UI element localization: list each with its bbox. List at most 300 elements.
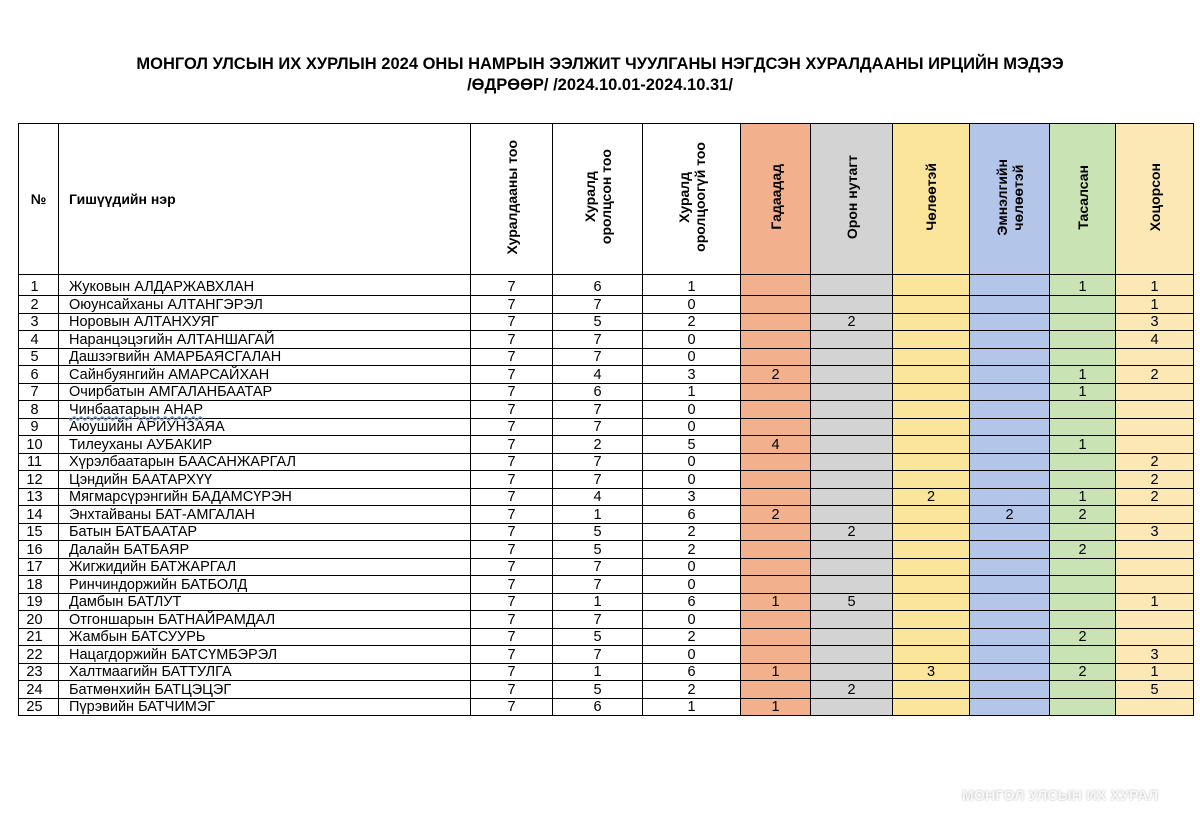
header-emn <box>970 124 1050 275</box>
cell-tas: 2 <box>1050 541 1116 559</box>
cell-tas: 2 <box>1050 628 1116 646</box>
cell-chol: 3 <box>893 663 970 681</box>
cell-emn <box>970 541 1050 559</box>
cell-tas <box>1050 523 1116 541</box>
title-line-1: МОНГОЛ УЛСЫН ИХ ХУРЛЫН 2024 ОНЫ НАМРЫН ЭЭЛЖИТ ЧУУЛГАНЫ НЭГДСЭН ХУРАЛДААНЫ ИРЦИЙН МЭДЭЭ <box>136 55 1064 73</box>
cell-attended: 5 <box>553 681 643 699</box>
cell-oron <box>811 348 893 366</box>
cell-attended: 1 <box>553 593 643 611</box>
cell-absent: 0 <box>643 646 741 664</box>
cell-attended: 4 <box>553 488 643 506</box>
table-row <box>19 698 1194 716</box>
cell-name: Далайн БАТБАЯР <box>59 541 471 559</box>
cell-absent: 0 <box>643 576 741 594</box>
cell-attended: 7 <box>553 418 643 436</box>
cell-no: 9 <box>19 418 59 436</box>
cell-name: Батмөнхийн БАТЦЭЦЭГ <box>59 681 471 699</box>
cell-emn <box>970 576 1050 594</box>
cell-emn <box>970 331 1050 349</box>
cell-absent: 3 <box>643 366 741 384</box>
cell-total: 7 <box>471 436 553 454</box>
cell-attended: 7 <box>553 558 643 576</box>
cell-gadaad <box>741 348 811 366</box>
cell-tas <box>1050 453 1116 471</box>
table-row <box>19 296 1194 314</box>
cell-name: Цэндийн БААТАРХҮҮ <box>59 471 471 489</box>
cell-name: Дамбын БАТЛУТ <box>59 593 471 611</box>
cell-attended: 7 <box>553 611 643 629</box>
cell-total: 7 <box>471 611 553 629</box>
cell-absent: 0 <box>643 331 741 349</box>
cell-chol <box>893 558 970 576</box>
cell-gadaad <box>741 313 811 331</box>
cell-oron: 5 <box>811 593 893 611</box>
cell-hots <box>1116 383 1194 401</box>
cell-no: 8 <box>19 401 59 419</box>
cell-emn <box>970 296 1050 314</box>
cell-tas <box>1050 331 1116 349</box>
cell-tas <box>1050 576 1116 594</box>
cell-no: 22 <box>19 646 59 664</box>
cell-total: 7 <box>471 331 553 349</box>
cell-oron <box>811 436 893 454</box>
cell-hots: 3 <box>1116 646 1194 664</box>
cell-absent: 0 <box>643 453 741 471</box>
cell-chol <box>893 646 970 664</box>
cell-name: Жигжидийн БАТЖАРГАЛ <box>59 558 471 576</box>
table-row <box>19 681 1194 699</box>
cell-absent: 3 <box>643 488 741 506</box>
document-title <box>0 54 1200 96</box>
cell-chol <box>893 331 970 349</box>
cell-total: 7 <box>471 663 553 681</box>
cell-emn <box>970 366 1050 384</box>
cell-oron <box>811 541 893 559</box>
cell-name: Сайнбуянгийн АМАРСАЙХАН <box>59 366 471 384</box>
cell-total: 7 <box>471 313 553 331</box>
cell-gadaad <box>741 541 811 559</box>
cell-total: 7 <box>471 383 553 401</box>
cell-gadaad <box>741 681 811 699</box>
cell-name: Очирбатын АМГАЛАНБААТАР <box>59 383 471 401</box>
watermark: МОНГОЛ УЛСЫН ИХ ХУРАЛ <box>962 787 1159 803</box>
header-absent-line2: оролцоогүй тоо <box>691 142 708 252</box>
table-row <box>19 663 1194 681</box>
cell-chol <box>893 418 970 436</box>
cell-absent: 2 <box>643 541 741 559</box>
cell-total: 7 <box>471 628 553 646</box>
table-row <box>19 418 1194 436</box>
table-row <box>19 453 1194 471</box>
cell-emn <box>970 275 1050 296</box>
cell-hots <box>1116 611 1194 629</box>
cell-gadaad: 2 <box>741 366 811 384</box>
table-row <box>19 576 1194 594</box>
cell-gadaad <box>741 558 811 576</box>
cell-hots <box>1116 541 1194 559</box>
cell-tas: 1 <box>1050 275 1116 296</box>
header-tas <box>1050 124 1116 275</box>
cell-hots <box>1116 698 1194 716</box>
cell-chol <box>893 681 970 699</box>
cell-absent: 0 <box>643 418 741 436</box>
header-oron <box>811 124 893 275</box>
cell-total: 7 <box>471 366 553 384</box>
cell-hots <box>1116 506 1194 524</box>
cell-total: 7 <box>471 348 553 366</box>
cell-no: 4 <box>19 331 59 349</box>
cell-gadaad: 1 <box>741 698 811 716</box>
cell-no: 17 <box>19 558 59 576</box>
cell-no: 12 <box>19 471 59 489</box>
table-row <box>19 275 1194 296</box>
header-absent-line1: Хуралд <box>675 171 692 223</box>
cell-total: 7 <box>471 506 553 524</box>
header-oron-label: Орон нутагт <box>843 154 860 240</box>
cell-name: Энхтайваны БАТ-АМГАЛАН <box>59 506 471 524</box>
cell-no: 18 <box>19 576 59 594</box>
cell-no: 21 <box>19 628 59 646</box>
header-chol-label: Чөлөөтэй <box>923 163 939 231</box>
cell-tas <box>1050 296 1116 314</box>
cell-absent: 1 <box>643 383 741 401</box>
cell-emn: 2 <box>970 506 1050 524</box>
cell-chol <box>893 593 970 611</box>
cell-attended: 5 <box>553 523 643 541</box>
cell-hots: 1 <box>1116 663 1194 681</box>
cell-tas: 1 <box>1050 383 1116 401</box>
cell-hots: 2 <box>1116 488 1194 506</box>
cell-hots: 2 <box>1116 453 1194 471</box>
cell-oron <box>811 471 893 489</box>
cell-emn <box>970 313 1050 331</box>
cell-chol <box>893 436 970 454</box>
cell-name: Оюунсайханы АЛТАНГЭРЭЛ <box>59 296 471 314</box>
cell-total: 7 <box>471 275 553 296</box>
cell-hots: 5 <box>1116 681 1194 699</box>
cell-attended: 5 <box>553 541 643 559</box>
cell-chol <box>893 453 970 471</box>
cell-gadaad <box>741 418 811 436</box>
header-emn-label <box>994 159 1026 236</box>
cell-hots: 2 <box>1116 471 1194 489</box>
cell-oron <box>811 453 893 471</box>
cell-attended: 1 <box>553 663 643 681</box>
cell-gadaad <box>741 523 811 541</box>
cell-hots: 1 <box>1116 593 1194 611</box>
cell-chol <box>893 506 970 524</box>
cell-emn <box>970 488 1050 506</box>
cell-name: Норовын АЛТАНХУЯГ <box>59 313 471 331</box>
cell-total: 7 <box>471 401 553 419</box>
cell-tas: 2 <box>1050 506 1116 524</box>
cell-emn <box>970 471 1050 489</box>
cell-no: 6 <box>19 366 59 384</box>
cell-absent: 0 <box>643 471 741 489</box>
header-attended-label <box>582 149 614 244</box>
cell-tas <box>1050 418 1116 436</box>
header-tas-label: Тасалсан <box>1074 164 1091 230</box>
table-row <box>19 523 1194 541</box>
cell-tas <box>1050 646 1116 664</box>
cell-attended: 7 <box>553 296 643 314</box>
cell-hots <box>1116 418 1194 436</box>
cell-no: 19 <box>19 593 59 611</box>
cell-tas <box>1050 558 1116 576</box>
cell-chol <box>893 576 970 594</box>
table-row <box>19 348 1194 366</box>
header-no: № <box>19 124 59 275</box>
cell-attended: 5 <box>553 628 643 646</box>
cell-name: Тилеуханы АУБАКИР <box>59 436 471 454</box>
cell-name: Ринчиндоржийн БАТБОЛД <box>59 576 471 594</box>
cell-attended: 7 <box>553 576 643 594</box>
cell-attended: 1 <box>553 506 643 524</box>
cell-tas <box>1050 401 1116 419</box>
table-row <box>19 646 1194 664</box>
cell-tas: 1 <box>1050 366 1116 384</box>
cell-chol <box>893 275 970 296</box>
cell-tas: 1 <box>1050 488 1116 506</box>
cell-name: Хүрэлбаатарын БААСАНЖАРГАЛ <box>59 453 471 471</box>
cell-no: 14 <box>19 506 59 524</box>
cell-absent: 5 <box>643 436 741 454</box>
cell-hots: 1 <box>1116 296 1194 314</box>
cell-no: 3 <box>19 313 59 331</box>
cell-emn <box>970 628 1050 646</box>
cell-gadaad: 1 <box>741 663 811 681</box>
cell-chol <box>893 313 970 331</box>
cell-gadaad <box>741 471 811 489</box>
cell-no: 23 <box>19 663 59 681</box>
table-row <box>19 541 1194 559</box>
table-row <box>19 401 1194 419</box>
cell-name: Аюушийн АРИУНЗАЯА <box>59 418 471 436</box>
cell-no: 25 <box>19 698 59 716</box>
cell-attended: 6 <box>553 698 643 716</box>
table-row <box>19 331 1194 349</box>
title-line-2: /ӨДРӨӨР/ /2024.10.01-2024.10.31/ <box>467 76 733 94</box>
cell-oron <box>811 611 893 629</box>
cell-gadaad <box>741 646 811 664</box>
cell-chol <box>893 383 970 401</box>
cell-chol: 2 <box>893 488 970 506</box>
cell-no: 16 <box>19 541 59 559</box>
header-hots <box>1116 124 1194 275</box>
cell-hots <box>1116 401 1194 419</box>
cell-no: 20 <box>19 611 59 629</box>
cell-chol <box>893 366 970 384</box>
cell-name: Батын БАТБААТАР <box>59 523 471 541</box>
cell-gadaad <box>741 611 811 629</box>
cell-hots: 2 <box>1116 366 1194 384</box>
cell-oron <box>811 698 893 716</box>
cell-oron: 2 <box>811 523 893 541</box>
header-total <box>471 124 553 275</box>
cell-name: Пүрэвийн БАТЧИМЭГ <box>59 698 471 716</box>
cell-gadaad <box>741 628 811 646</box>
cell-emn <box>970 593 1050 611</box>
cell-no: 24 <box>19 681 59 699</box>
cell-attended: 7 <box>553 453 643 471</box>
cell-tas <box>1050 471 1116 489</box>
cell-oron <box>811 576 893 594</box>
cell-emn <box>970 681 1050 699</box>
cell-total: 7 <box>471 558 553 576</box>
header-absent-label <box>676 142 708 252</box>
cell-hots: 4 <box>1116 331 1194 349</box>
cell-emn <box>970 523 1050 541</box>
cell-gadaad: 4 <box>741 436 811 454</box>
cell-absent: 1 <box>643 275 741 296</box>
cell-gadaad <box>741 331 811 349</box>
table-row <box>19 488 1194 506</box>
cell-gadaad <box>741 383 811 401</box>
table-row <box>19 383 1194 401</box>
cell-absent: 0 <box>643 558 741 576</box>
cell-absent: 6 <box>643 663 741 681</box>
cell-attended: 4 <box>553 366 643 384</box>
cell-absent: 2 <box>643 681 741 699</box>
cell-tas <box>1050 681 1116 699</box>
cell-tas <box>1050 593 1116 611</box>
cell-hots: 3 <box>1116 523 1194 541</box>
cell-oron <box>811 331 893 349</box>
cell-oron <box>811 275 893 296</box>
cell-total: 7 <box>471 681 553 699</box>
cell-attended: 5 <box>553 313 643 331</box>
header-emn-line2: чөлөөтэй <box>1009 164 1026 230</box>
cell-attended: 7 <box>553 401 643 419</box>
cell-tas <box>1050 611 1116 629</box>
cell-total: 7 <box>471 541 553 559</box>
cell-emn <box>970 401 1050 419</box>
cell-absent: 1 <box>643 698 741 716</box>
cell-gadaad <box>741 453 811 471</box>
cell-absent: 2 <box>643 523 741 541</box>
cell-attended: 7 <box>553 348 643 366</box>
cell-tas <box>1050 698 1116 716</box>
cell-absent: 6 <box>643 593 741 611</box>
cell-oron <box>811 401 893 419</box>
cell-attended: 7 <box>553 646 643 664</box>
cell-no: 7 <box>19 383 59 401</box>
cell-oron <box>811 558 893 576</box>
cell-total: 7 <box>471 698 553 716</box>
cell-gadaad <box>741 296 811 314</box>
cell-hots <box>1116 558 1194 576</box>
cell-attended: 7 <box>553 471 643 489</box>
cell-attended: 7 <box>553 331 643 349</box>
cell-no: 13 <box>19 488 59 506</box>
cell-no: 11 <box>19 453 59 471</box>
cell-tas: 2 <box>1050 663 1116 681</box>
header-hots-label: Хоцорсон <box>1146 162 1163 232</box>
cell-hots <box>1116 436 1194 454</box>
cell-total: 7 <box>471 523 553 541</box>
cell-oron <box>811 646 893 664</box>
header-gadaad <box>741 124 811 275</box>
cell-gadaad <box>741 401 811 419</box>
table-row <box>19 313 1194 331</box>
cell-name: Мягмарсүрэнгийн БАДАМСҮРЭН <box>59 488 471 506</box>
cell-chol <box>893 698 970 716</box>
cell-chol <box>893 523 970 541</box>
cell-tas <box>1050 313 1116 331</box>
cell-total: 7 <box>471 471 553 489</box>
cell-name: Чинбаатарын АНАР <box>59 401 471 419</box>
cell-emn <box>970 611 1050 629</box>
cell-total: 7 <box>471 488 553 506</box>
table-body <box>19 275 1194 716</box>
cell-absent: 0 <box>643 296 741 314</box>
cell-emn <box>970 436 1050 454</box>
cell-absent: 0 <box>643 348 741 366</box>
cell-hots <box>1116 628 1194 646</box>
cell-no: 1 <box>19 275 59 296</box>
cell-emn <box>970 663 1050 681</box>
cell-total: 7 <box>471 296 553 314</box>
cell-oron <box>811 506 893 524</box>
cell-emn <box>970 698 1050 716</box>
header-emn-line1: Эмнэлгийн <box>993 158 1010 236</box>
table-row <box>19 593 1194 611</box>
header-attended-line2: оролцсон тоо <box>597 149 614 245</box>
header-attended <box>553 124 643 275</box>
cell-chol <box>893 541 970 559</box>
cell-emn <box>970 558 1050 576</box>
table-row <box>19 366 1194 384</box>
cell-hots <box>1116 348 1194 366</box>
table-row <box>19 471 1194 489</box>
cell-attended: 6 <box>553 383 643 401</box>
cell-absent: 0 <box>643 401 741 419</box>
cell-no: 10 <box>19 436 59 454</box>
cell-oron <box>811 366 893 384</box>
cell-name: Халтмаагийн БАТТУЛГА <box>59 663 471 681</box>
cell-no: 15 <box>19 523 59 541</box>
cell-hots <box>1116 576 1194 594</box>
header-attended-line1: Хуралд <box>581 171 598 223</box>
cell-tas <box>1050 348 1116 366</box>
cell-gadaad <box>741 488 811 506</box>
cell-chol <box>893 471 970 489</box>
attendance-table <box>18 123 1194 716</box>
cell-gadaad <box>741 576 811 594</box>
header-name: Гишүүдийн нэр <box>59 124 471 275</box>
cell-emn <box>970 383 1050 401</box>
cell-chol <box>893 296 970 314</box>
cell-no: 5 <box>19 348 59 366</box>
cell-chol <box>893 401 970 419</box>
table-row <box>19 506 1194 524</box>
header-chol <box>893 124 970 275</box>
cell-oron: 2 <box>811 313 893 331</box>
cell-oron <box>811 383 893 401</box>
cell-absent: 2 <box>643 313 741 331</box>
table-row <box>19 628 1194 646</box>
cell-no: 2 <box>19 296 59 314</box>
cell-total: 7 <box>471 453 553 471</box>
cell-emn <box>970 646 1050 664</box>
cell-absent: 6 <box>643 506 741 524</box>
cell-oron <box>811 628 893 646</box>
table-row <box>19 436 1194 454</box>
cell-gadaad: 2 <box>741 506 811 524</box>
cell-chol <box>893 611 970 629</box>
cell-total: 7 <box>471 576 553 594</box>
cell-oron <box>811 418 893 436</box>
